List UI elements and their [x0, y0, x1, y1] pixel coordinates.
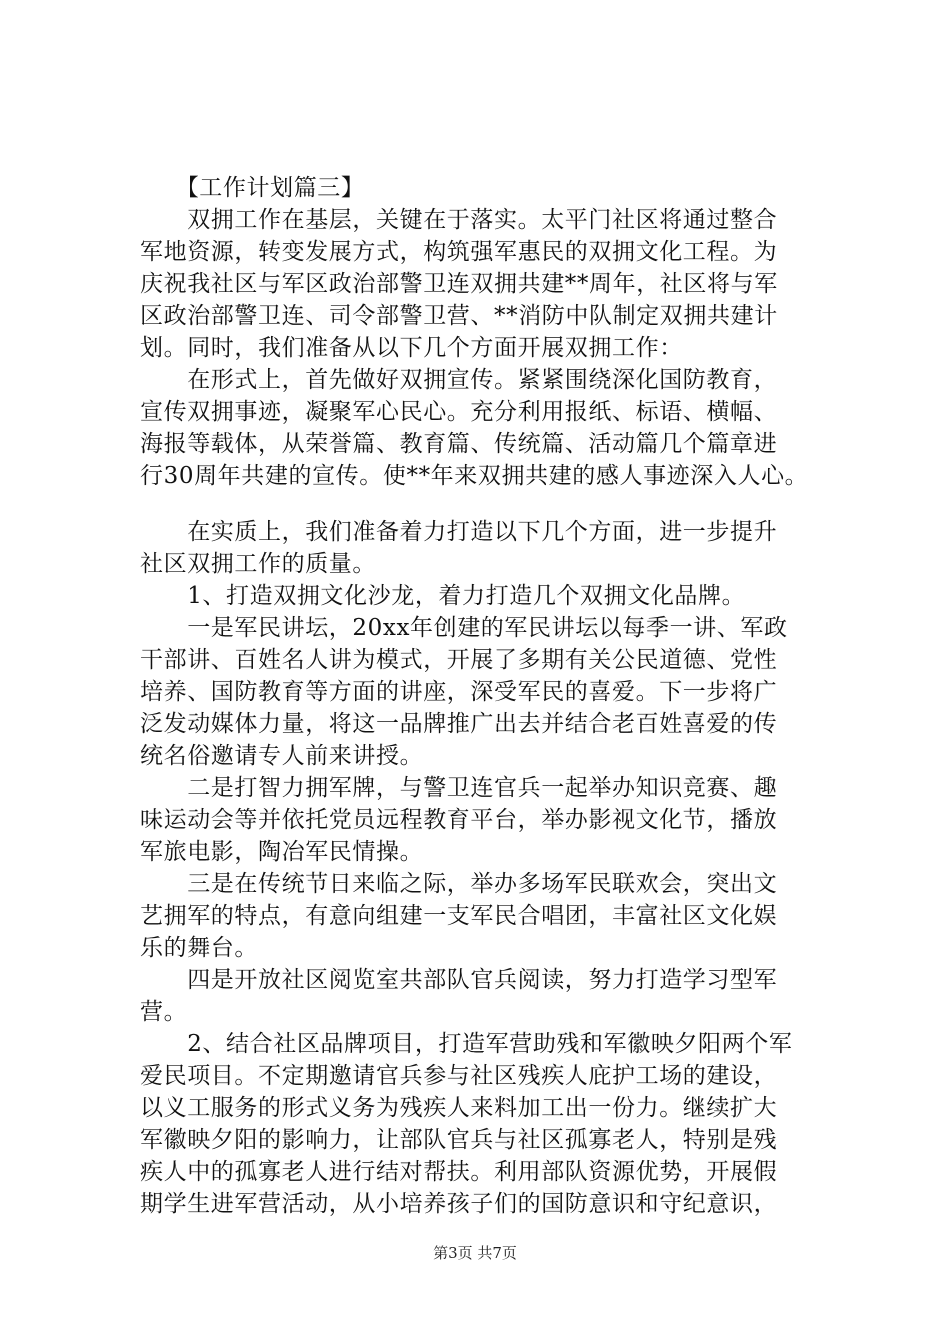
text-line: 泛发动媒体力量，将这一品牌推广出去并结合老百姓喜爱的传: [140, 711, 778, 737]
text-line: 双拥工作在基层，关键在于落实。太平门社区将通过整合: [140, 207, 778, 233]
text-line: 军旅电影，陶冶军民情操。: [140, 839, 424, 865]
text-line: 宣传双拥事迹，凝聚军心民心。充分利用报纸、标语、横幅、: [140, 399, 778, 425]
page-footer: 第3页 共7页: [433, 1244, 517, 1262]
text-line: 四是开放社区阅览室共部队官兵阅读，努力打造学习型军: [140, 967, 778, 993]
text-line: 一是军民讲坛，20xx年创建的军民讲坛以每季一讲、军政: [140, 615, 788, 641]
text-line: 三是在传统节日来临之际，举办多场军民联欢会，突出文: [140, 871, 778, 897]
text-line: 统名俗邀请专人前来讲授。: [140, 743, 424, 769]
text-line: 区政治部警卫连、司令部警卫营、**消防中队制定双拥共建计: [140, 303, 778, 329]
text-line: 艺拥军的特点，有意向组建一支军民合唱团，丰富社区文化娱: [140, 903, 778, 929]
section-heading: 【工作计划篇三】: [140, 175, 365, 201]
text-line: 疾人中的孤寡老人进行结对帮扶。利用部队资源优势，开展假: [140, 1159, 778, 1185]
paragraph-lines: [140, 204, 840, 1220]
text-line: 军徽映夕阳的影响力，让部队官兵与社区孤寡老人，特别是残: [140, 1127, 778, 1153]
text-line: 军地资源，转变发展方式，构筑强军惠民的双拥文化工程。为: [140, 239, 778, 265]
text-line: 味运动会等并依托党员远程教育平台，举办影视文化节，播放: [140, 807, 778, 833]
text-line: 营。: [140, 999, 188, 1025]
text-line: 以义工服务的形式义务为残疾人来料加工出一份力。继续扩大: [140, 1095, 778, 1121]
text-line: 期学生进军营活动，从小培养孩子们的国防意识和守纪意识，: [140, 1191, 778, 1217]
text-line: 1、打造双拥文化沙龙，着力打造几个双拥文化品牌。: [140, 583, 746, 609]
text-line: 行30周年共建的宣传。使**年来双拥共建的感人事迹深入人心。: [140, 463, 809, 489]
text-line: 海报等载体，从荣誉篇、教育篇、传统篇、活动篇几个篇章进: [140, 431, 778, 457]
text-line: 2、结合社区品牌项目，打造军营助残和军徽映夕阳两个军: [140, 1031, 793, 1057]
text-line: 乐的舞台。: [140, 935, 258, 961]
text-line: 爱民项目。不定期邀请官兵参与社区残疾人庇护工场的建设，: [140, 1063, 778, 1089]
text-line: 庆祝我社区与军区政治部警卫连双拥共建**周年，社区将与军: [140, 271, 778, 297]
text-line: 划。同时，我们准备从以下几个方面开展双拥工作：: [140, 335, 683, 361]
paragraph-gap: [140, 492, 840, 516]
text-line: 培养、国防教育等方面的讲座，深受军民的喜爱。下一步将广: [140, 679, 778, 705]
text-line: 二是打智力拥军牌，与警卫连官兵一起举办知识竞赛、趣: [140, 775, 778, 801]
text-line: 社区双拥工作的质量。: [140, 551, 376, 577]
text-line: 干部讲、百姓名人讲为模式，开展了多期有关公民道德、党性: [140, 647, 778, 673]
text-line: 在形式上，首先做好双拥宣传。紧紧围绕深化国防教育，: [140, 367, 778, 393]
document-body: [140, 172, 840, 1220]
text-line: 在实质上，我们准备着力打造以下几个方面，进一步提升: [140, 519, 778, 545]
